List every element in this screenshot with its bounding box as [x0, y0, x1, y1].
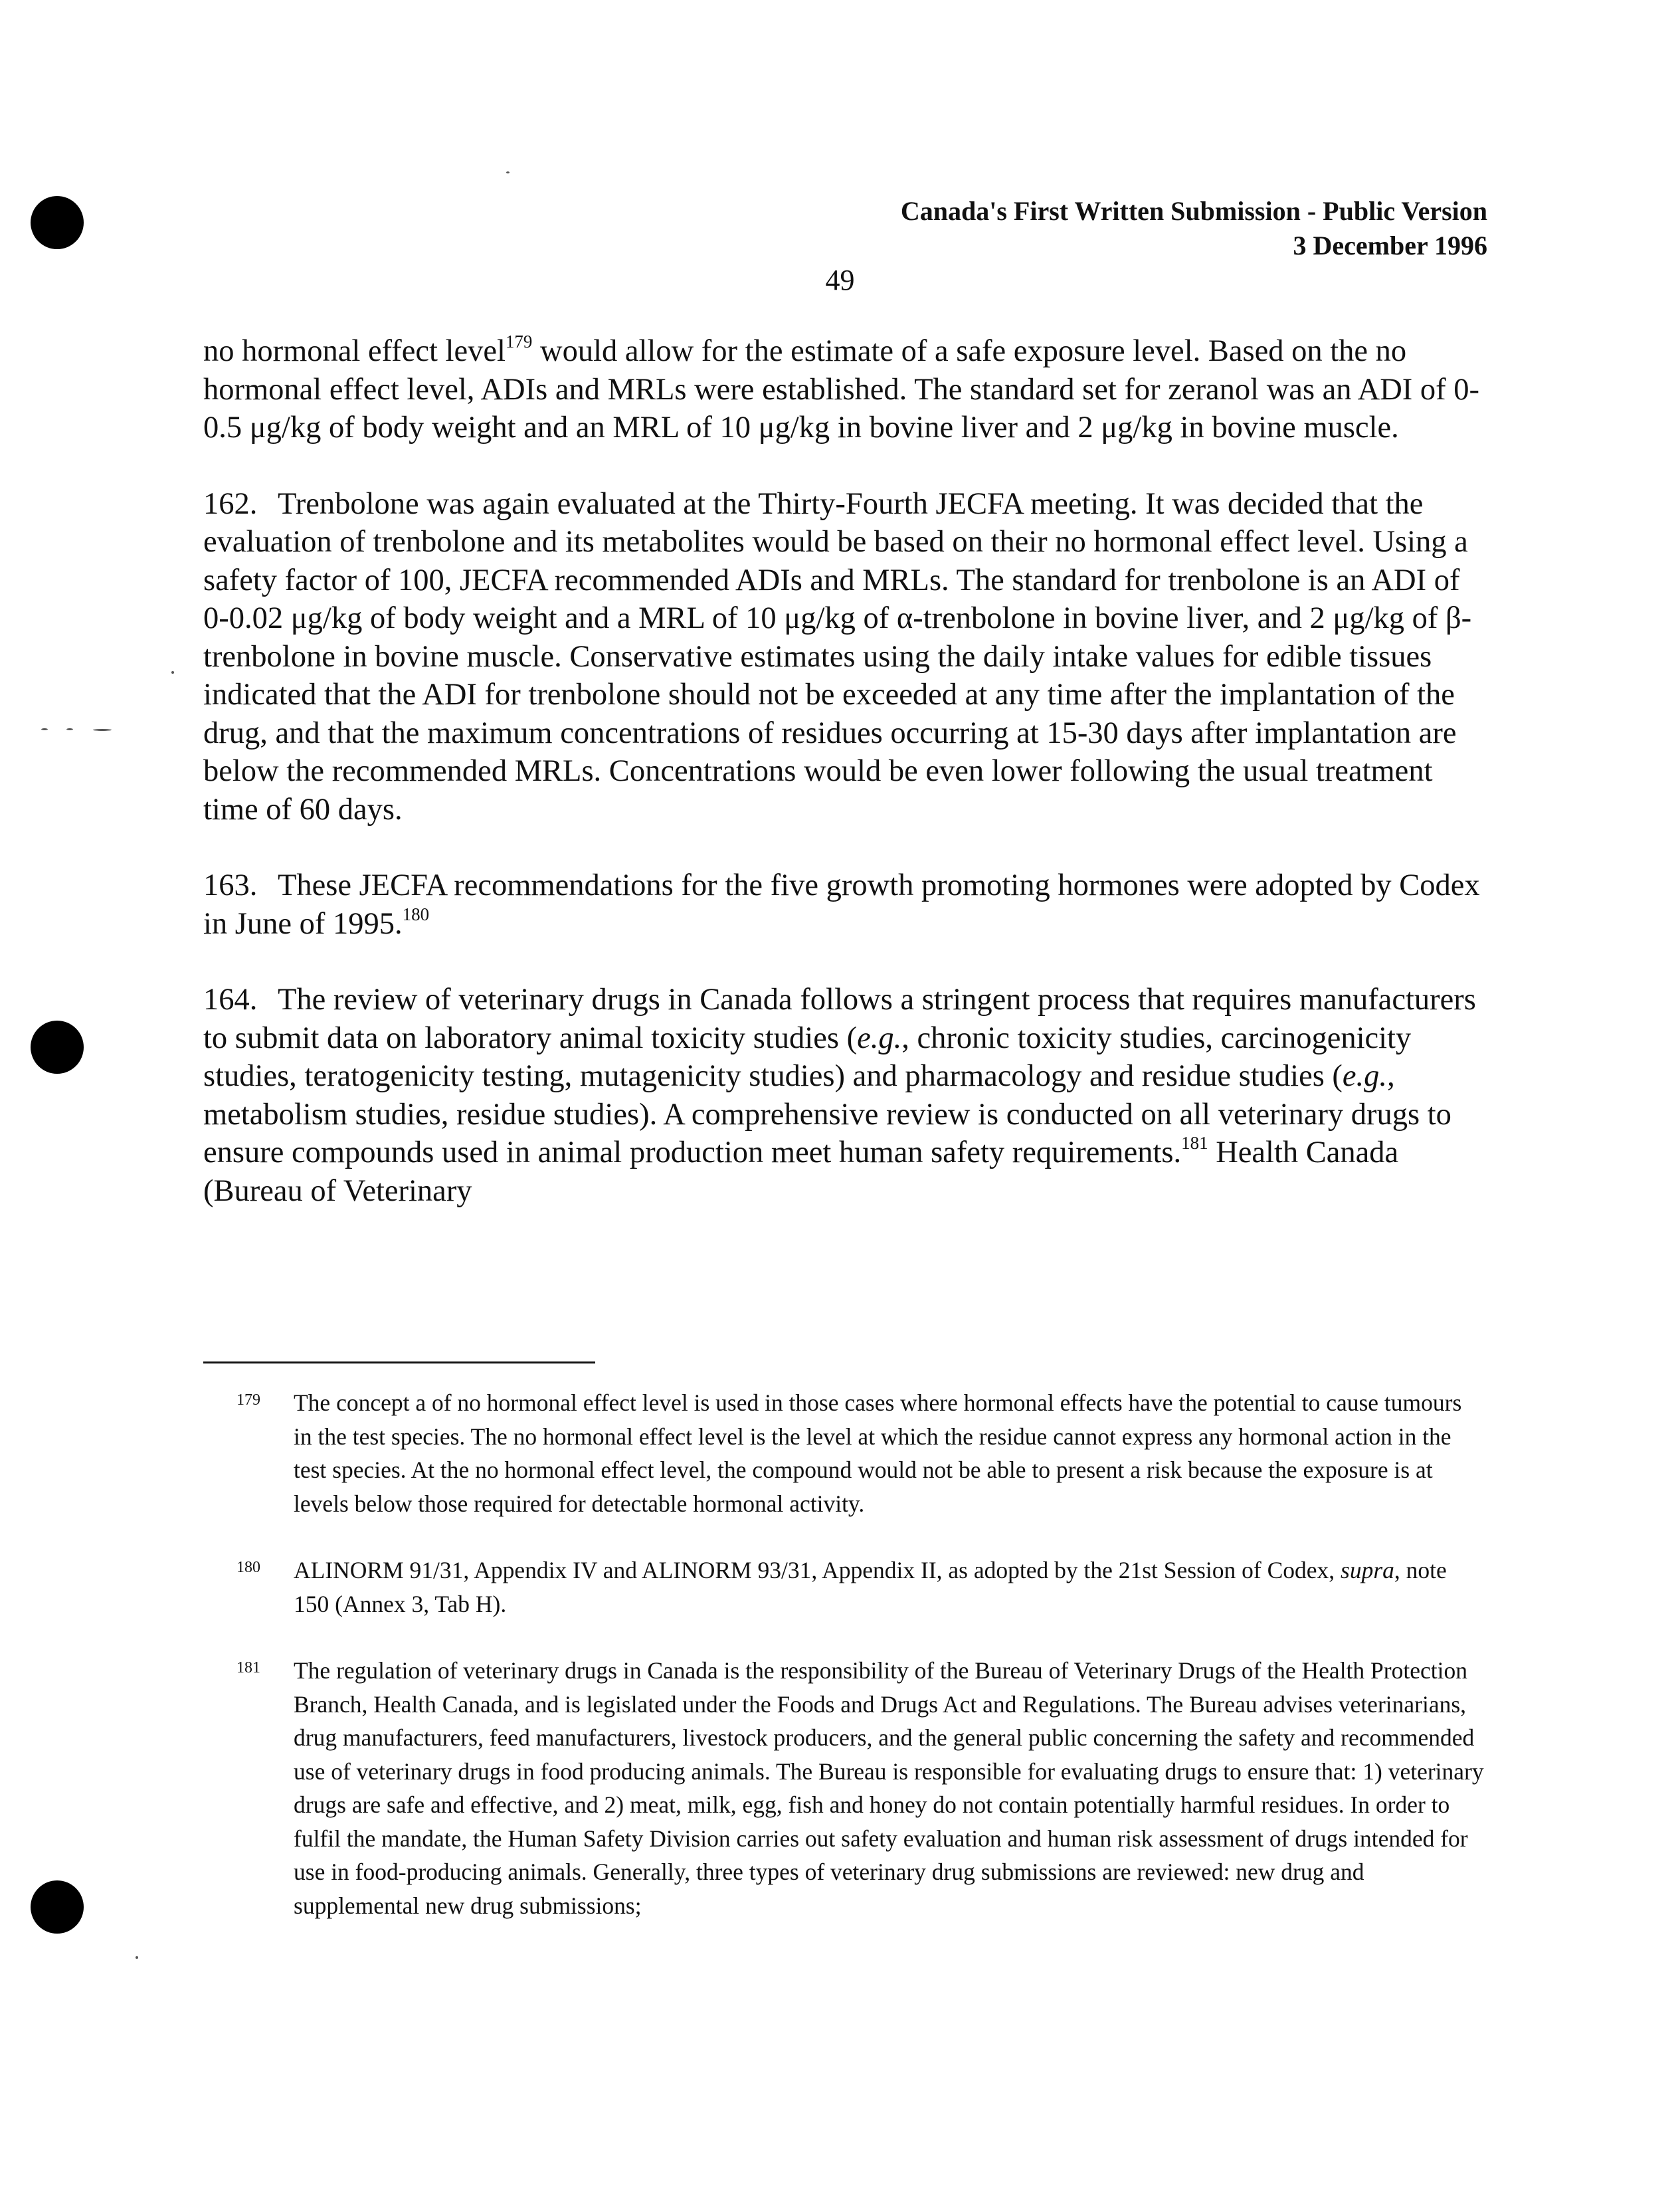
- footnote-number: 181: [236, 1659, 260, 1676]
- punch-hole-middle: [31, 1021, 84, 1074]
- paragraph-text: would allow for the estimate of a safe exposure level. Based on the no hormonal effect level, ADIs and MRLs were established. The standard set for zeranol was an ADI of 0-0.5 μg/kg of body weight and an MRL of 10 μg/kg in bovine liver and 2 μg/kg in bovine muscle.: [203, 334, 1479, 445]
- footnote-text: The concept a of no hormonal effect level is used in those cases where hormonal effects have the potential to cause tumours in the test species. The no hormonal effect level is the level at which the residue cannot express any hormonal action in the test species. At the no hormonal effect level, the compound would not be able to present a risk because the exposure is at levels below those required for detectable hormonal activity.: [294, 1389, 1462, 1517]
- footnote-number: 180: [236, 1559, 260, 1576]
- paragraph-text: Trenbolone was again evaluated at the Thirty-Fourth JECFA meeting. It was decided that the evaluation of trenbolone and its metabolites would be based on their no hormonal effect level. Using a safety factor of 100, JECFA recommended ADIs and MRLs. The standard for trenbolone is an ADI of 0-0.02 μg/kg of body weight and a MRL of 10 μg/kg of α-trenbolone in bovine liver, and 2 μg/kg of β-trenbolone in bovine muscle. Conservative estimates using the daily intake values for edible tissues indicated that the ADI for trenbolone should not be exceeded at any time after the implantation of the drug, and that the maximum concentrations of residues occurring at 15-30 days after implantation are below the recommended MRLs. Concentrations would be even lower following the usual treatment time of 60 days.: [203, 486, 1472, 827]
- paragraph-text: Health Canada (Bureau of Veterinary: [203, 1136, 1399, 1208]
- running-header: [901, 194, 1487, 263]
- footnote-number: 179: [236, 1391, 260, 1409]
- footnote-text: The regulation of veterinary drugs in Canada is the responsibility of the Bureau of Veterinary Drugs of the Health Protection Branch, Health Canada, and is legislated under the Foods and Drugs Act and Regulations. The Bureau advises veterinarians, drug manufacturers, feed manufacturers, livestock producers, and the general public concerning the safety and recommended use of veterinary drugs in food producing animals. The Bureau is responsible for evaluating drugs to ensure that: 1) veterinary drugs are safe and effective, and 2) meat, milk, egg, fish and honey do not contain potentially harmful residues. In order to fulfil the mandate, the Human Safety Division carries out safety evaluation and human risk assessment of drugs intended for use in food-producing animals. Generally, three types of veterinary drug submissions are reviewed: new drug and supplemental new drug submissions;: [294, 1657, 1484, 1919]
- footnote-text: ALINORM 91/31, Appendix IV and ALINORM 93/31, Appendix II, as adopted by the 21st Session of Codex,: [294, 1557, 1341, 1583]
- paragraph-text: no hormonal effect level: [203, 334, 506, 368]
- paragraph-number: 162.: [203, 486, 258, 521]
- footnote-ref-179: 179: [505, 331, 533, 352]
- footnote-180: [203, 1554, 1485, 1621]
- footnote-ref-180: 180: [402, 904, 430, 924]
- paragraph-text: , chronic toxicity studies, carcinogenicity studies, teratogenicity testing, mutagenicity studies) and pharmacology and residue studies (: [203, 1021, 1412, 1093]
- italic-eg: e.g.: [857, 1021, 902, 1055]
- footnotes: [203, 1386, 1485, 1956]
- punch-hole-bottom: [31, 1880, 84, 1934]
- footnote-181: [203, 1654, 1485, 1922]
- footnote-italic-supra: supra: [1341, 1557, 1394, 1583]
- paragraph-text: , metabolism studies, residue studies). A comprehensive review is conducted on all veterinary drugs to ensure compounds used in animal production meet human safety requirements.: [203, 1059, 1451, 1169]
- footnote-179: [203, 1386, 1485, 1520]
- header-date: 3 December 1996: [1293, 231, 1487, 260]
- footnote-text: , note 150 (Annex 3, Tab H).: [294, 1557, 1447, 1617]
- paragraph-text: The review of veterinary drugs in Canada follows a stringent process that requires manufacturers to submit data on laboratory animal toxicity studies (: [203, 983, 1476, 1055]
- paragraph-text: These JECFA recommendations for the five growth promoting hormones were adopted by Codex in June of 1995.: [203, 868, 1480, 941]
- paragraph-number: 164.: [203, 983, 258, 1017]
- paragraph-162: [203, 485, 1485, 829]
- paragraph-number: 163.: [203, 868, 258, 902]
- paragraph-continued: [203, 332, 1485, 447]
- header-title: Canada's First Written Submission - Public Version: [900, 196, 1487, 226]
- footnote-divider: [203, 1361, 595, 1363]
- punch-hole-top: [31, 196, 84, 249]
- footnote-ref-181: 181: [1181, 1132, 1208, 1153]
- paragraph-163: [203, 866, 1485, 943]
- paragraph-164: [203, 981, 1485, 1210]
- italic-eg: e.g.: [1342, 1059, 1388, 1093]
- body-text: [203, 332, 1485, 1248]
- page-number: 49: [825, 264, 855, 296]
